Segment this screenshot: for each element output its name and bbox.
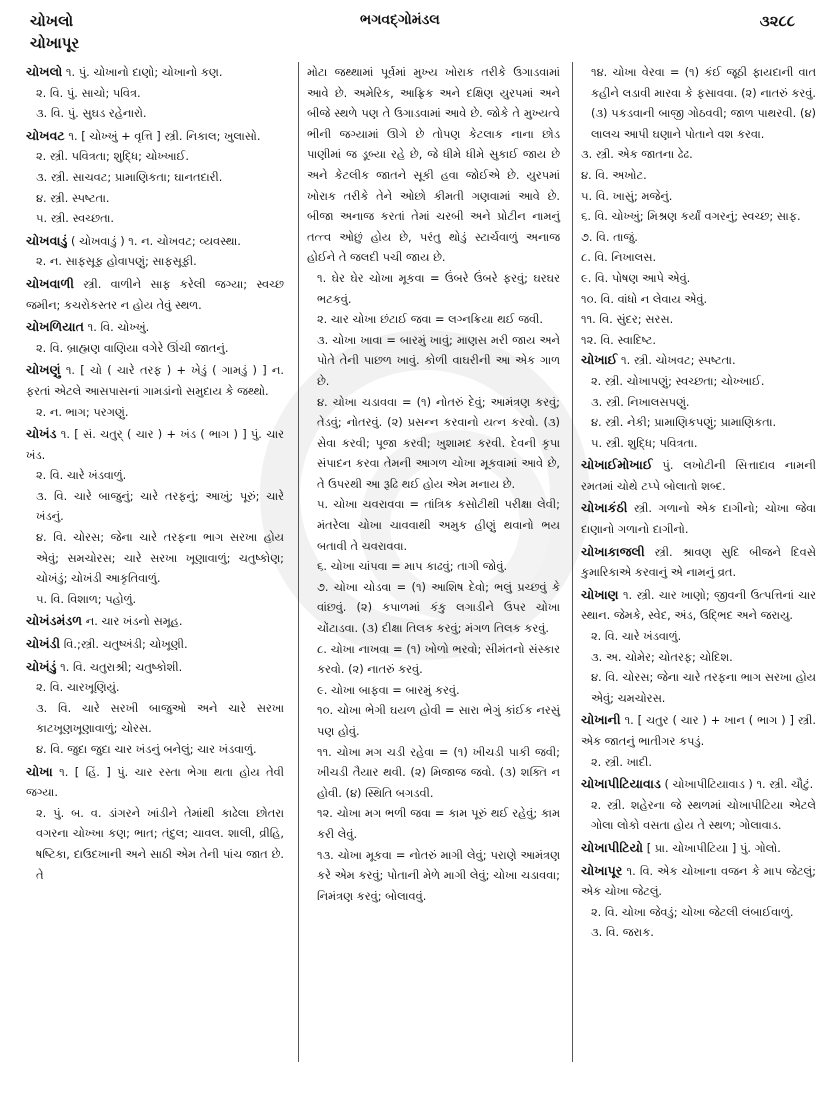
sense: ૮. વિ. નિખાલસ. — [581, 250, 657, 265]
headword: ચોખંડી — [26, 636, 61, 652]
dictionary-entry — [581, 498, 816, 539]
headword: ચોખાકાજલી — [581, 543, 645, 559]
right-column — [572, 62, 816, 1062]
dictionary-entry — [581, 774, 816, 836]
sense: ૨. વિ. ચોખા જેવડું; ચોખા જેટલી લંબાઈવાળું. — [591, 904, 794, 919]
idiom-item: ૬. ચોખા ચાંપવા = માપ કાઢવું; તાગી જોવું. — [317, 559, 508, 574]
idiom-item: ૧૩. ચોખા મૂકવા = નોતરું માગી લેવું; પરાણે આમંત્રણ કરે એમ કરવું; પોતાની મેળે માગી લેવું; ચોખા ચડાવવા; નિમંત્રણ કરવું; બોલાવવું. — [317, 847, 560, 903]
headword: ચોખાપૂર — [581, 862, 623, 878]
definition-text: ૧. સ્ત્રી. ચોખવટ; સ્પષ્ટતા. — [621, 353, 736, 368]
idiom-item: ૯. ચોખા બાફવા = બારમું કરવું. — [317, 682, 460, 697]
dictionary-entry — [581, 542, 816, 583]
headword: ચોખંડમંડળ — [26, 613, 83, 629]
entry-first-line — [581, 455, 816, 496]
sense: ૪. વિ. ચોરસ; જેના ચારે તરફના ભાગ સરખા હોય એવું; સમચોરસ; ચારે સરખા ખૂણાવાળું; ચતુષ્કોણ; ચોખંડું; ચોખંડી આકૃતિવાળું. — [36, 530, 284, 586]
sense: ૨. વિ. પું. સાચો; પવિત્ર. — [36, 85, 141, 100]
sense: ૫. સ્ત્રી. સ્વચ્છતા. — [36, 211, 115, 226]
idiom-item: ૧. ઘેર ઘેર ચોખા મૂકવા = ઉંબરે ઉંબરે ફરવું; ઘરઘર ભટકવું. — [317, 270, 560, 306]
sense: ૨. ન. ભાગ; પરગણું. — [36, 404, 129, 419]
definition-text: વિ.;સ્ત્રી. ચતુષ્ખંડી; ચોખૂણી. — [63, 637, 188, 652]
sense: ૬. વિ. ચોખ્ખું; મિશ્રણ કર્યાં વગરનું; સ્વચ્છ; સાફ. — [581, 209, 801, 224]
sense: ૪. સ્ત્રી. નેકી; પ્રામાણિકપણું; પ્રામાણિકતા. — [591, 415, 777, 430]
headword: ચોખળિયાત — [26, 319, 84, 335]
left-column — [26, 62, 290, 1062]
entry-continuation: મોટા જથ્થામાં પૂર્વમાં મુખ્ય ખોરાક તરીકે ઉગાડવામાં આવે છે. અમેરિક, આફ્રિક અને દક્ષિણ યુરપમાં અને બીજે સ્થળે પણ તે ઉગાડવામાં આવે છે. જોકે તે મુખ્યત્વે ભીની જગ્યામાં ઊગે છે તોપણ કેટલાક નાના છોડ પાણીમાં જ ડૂબ્યા રહે છે, જે ધીમે ધીમે સુકાઈ જાય છે અને કેટલીક જાતને સૂકી હવા જોઈએ છે. યુરપમાં ખોરાક તરીકે તેને ઓછો કીમતી ગણવામાં આવે છે. બીજા અનાજ કરતાં તેમાં ચરબી અને પ્રોટીન નામનું તત્ત્વ ઓછું હોય છે, પરંતુ થોડું સ્ટાર્ચવાળું અનાજ હોઈને તે જલદી પચી જાય છે. — [307, 65, 560, 265]
idiom-item: ૧૨. ચોખા મગ ભળી જવા = કામ પૂરું થઈ રહેવું; કામ કરી લેવું. — [317, 806, 560, 841]
headword: ચોખાઈમોખાઈ — [581, 457, 653, 473]
sense: ૪. વિ. જુદા જુદા ચાર ખંડનું બનેલું; ચાર ખંડવાળું. — [36, 742, 257, 756]
entry-first-line — [26, 634, 284, 655]
entry-first-line — [581, 498, 816, 539]
sense: ૩. વિ. ચારે બાજુનું; ચારે તરફનું; આખું; પૂરું; ચારે ખંડનું. — [36, 488, 284, 524]
definition-text: ૧. [ સં. ચતુર્ ( ચાર ) + ખંડ ( ભાગ ) ] પું. ચાર ખંડ. — [26, 427, 285, 462]
middle-column — [298, 62, 566, 1062]
sense: ૪. વિ. ચોરસ; જેના ચારે તરફના ભાગ સરખા હોય એવું; ચમચોરસ. — [591, 670, 816, 705]
sense: ૩. સ્ત્રી. સાચવટ; પ્રામાણિકતા; ઘાનતદારી. — [36, 169, 223, 184]
dictionary-entry — [581, 585, 816, 709]
entry-first-line — [581, 710, 816, 751]
headword: ચોખા — [26, 763, 53, 779]
headword: ચોખાની — [581, 712, 621, 728]
dictionary-entry — [26, 317, 284, 358]
definition-text: ૧. સ્ત્રી. ચાર ખાણો; જીવની ઉત્પત્તિનાં ચાર સ્થાન. જેમકે, સ્વેદ, અંડ, ઉદ્ભિદ અને જરાયુ. — [581, 587, 816, 623]
dictionary-columns — [26, 62, 816, 1072]
dictionary-entry — [581, 861, 816, 943]
sense: ૯. વિ. પોષણ આપે એવું. — [581, 270, 691, 285]
definition-text: ૧. વિ. એક ચોખાના વજન કે માપ જેટલું; એક ચોખા જેટલું. — [581, 863, 816, 899]
definition-text: ૧. [ ચો ( ચારે તરફ ) + ખેડું ( ગામડું ) ] ન. ફરતાં એટલે આસપાસનાં ગામડાંનો સમુદાય કે જથ્થો. — [26, 363, 284, 398]
definition-text: ન. ચાર ખંડનો સમૂહ. — [85, 614, 183, 629]
sense: ૨. વિ. ચારે ખંડવાળું. — [591, 629, 682, 644]
dictionary-entry — [26, 424, 284, 609]
headword: ચોખણું — [26, 362, 61, 378]
sense: ૩. વિ. પું. સુઘડ રહેનારો. — [36, 106, 147, 121]
headword: ચોખંડું — [26, 658, 57, 674]
headword: ચોખાણ — [581, 586, 619, 602]
dictionary-entry — [581, 350, 816, 453]
headword: ચોખાકંઠી — [581, 500, 628, 516]
entry-first-line — [26, 611, 284, 632]
dictionary-entry — [581, 455, 816, 496]
sense: ૪. સ્ત્રી. સ્પષ્ટતા. — [36, 190, 110, 205]
headword: ચોખવાડું — [26, 232, 68, 248]
sense: ૨. સ્ત્રી. ચોખાપણું; સ્વચ્છતા; ચોખ્ખાઈ. — [591, 373, 765, 388]
idiom-item: ૫. ચોખા ચવરાવવા = તાંત્રિક કસોટીથી પરીક્ષા લેવી; મંતરેલા ચોખા ચાવવાથી અમુક હીણું થવાનો ભય બતાવી તે ચવરાવવા. — [317, 497, 560, 553]
headword: ચોખાઈ — [581, 352, 618, 368]
entry-first-line — [581, 861, 816, 902]
definition-text: સ્ત્રી. ગળાનો એક દાગીનો; ચોખા જેવા દાણાનો ગળાનો દાગીનો. — [581, 501, 816, 537]
definition-text: સ્ત્રી. વાળીને સાફ કરેલી જગ્યા; સ્વચ્છ જમીન; કચરોકસ્તર ન હોય તેવું સ્થળ. — [26, 276, 284, 312]
sense-list — [581, 144, 816, 350]
entry-first-line — [26, 274, 284, 315]
idiom-item: ૩. ચોખા ખાવા = બારમું ખાવું; માણસ મરી જાય અને પોતે તેની પાછળ ખાવું. કોળી વાઘરીની આ એક ગાળ છે. — [317, 332, 560, 388]
entry-first-line — [26, 126, 284, 147]
entry-first-line — [26, 231, 284, 252]
dictionary-entry — [26, 62, 284, 124]
sense: ૩. વિ. ચારે સરખી બાજુઓ અને ચારે સરખા કાટખૂણખૂણાવાળું; ચોરસ. — [36, 700, 284, 736]
definition-text: ( ચોખાપીટિયાવાડ ) ૧. સ્ત્રી. ચૌટું. — [664, 777, 814, 792]
sense: ૩. અ. ચોમેર; ચોતરફ; ચોદિશ. — [591, 649, 733, 664]
entry-first-line — [581, 774, 816, 795]
sense: ૫. વિ. વિશાળ; પહોળું. — [36, 591, 137, 606]
definition-text: ૧. વિ. ચતુરાશ્રી; ચતુષ્કોશી. — [60, 659, 183, 674]
definition-text: [ પ્રા. ચોખાપીટિયા ] પું. ગોલો. — [646, 840, 781, 855]
entry-first-line — [581, 542, 816, 583]
idiom-item: ૮. ચોખા નાખવા = (૧) ખોળો ભરવો; સીમંતનો સંસ્કાર કરવો. (૨) નાતરું કરવું. — [317, 641, 560, 677]
dictionary-entry — [26, 657, 284, 760]
idiom-item: ૭. ચોખા ચોડવા = (૧) આશિષ દેવો; ભલું પ્રચ્છવું કે વાંછવું. (૨) કપાળમાં કંકુ લગાડીને ઉપર ચોખા ચોંટાડવા. (૩) દીક્ષા તિલક કરવું; મંગળ તિલક કરવું. — [317, 579, 560, 636]
dictionary-entry — [26, 231, 284, 272]
dictionary-entry — [26, 762, 284, 886]
dictionary-entry — [26, 634, 284, 655]
sense: ૨. સ્ત્રી. પવિત્રતા; શુદ્ધિ; ચોખ્ખાઈ. — [36, 149, 189, 164]
sense: ૫. સ્ત્રી. શુદ્ધિ; પવિત્રતા. — [591, 435, 698, 450]
headword: ચોખલો — [26, 64, 63, 79]
sense: ૨. વિ. ચારખૂણિયું. — [36, 680, 120, 695]
sense: ૩. સ્ત્રી. નિખાલસપણું. — [591, 394, 690, 409]
headword: ચોખાપીટિયાવાડ — [581, 776, 661, 792]
sense: ૪. વિ. અખોટ. — [581, 167, 647, 182]
page-header — [0, 0, 825, 62]
definition-text: ૧. [ ચતુર ( ચાર ) + ખાન ( ભાગ ) ] સ્ત્રી. એક જાતનું ભાતીગર કપડું. — [581, 713, 816, 748]
idiom-item: ૪. ચોખા ચડાવવા = (૧) નોતરું દેવું; આમંત્રણ કરવું; તેડવું; નોતરવું. (૨) પ્રસન્ન કરવાનો યત્ન કરવો. (૩) સેવા કરવી; પૂજા કરવી; ખુશામદ કરવી. દેવની કૃપા સંપાદન કરવા તેમની આગળ ચોખા મૂકવામાં આવે છે, તે ઉપરથી આ રૂઢિ થઈ હોય એમ મનાય છે. — [317, 394, 560, 491]
sense: ૨. સ્ત્રી. શહેરના જે સ્થળમાં ચોખાપીટિયા એટલે ગોલા લોકો વસતા હોય તે સ્થળ; ગોલાવાડ. — [591, 797, 816, 833]
idiom-item: ૧૧. ચોખા મગ ચડી રહેવા = (૧) ખીચડી પાકી જવી; ખીચડી તૈયાર થવી. (૨) મિજાજ જવો. (૩) શક્તિ ન હોવી. (૪) સ્થિતિ બગડવી. — [317, 744, 560, 800]
entry-first-line — [581, 350, 816, 371]
entry-first-line — [26, 657, 284, 678]
sense: ૨. વિ. ચારે ખંડવાળું. — [36, 468, 127, 483]
headword: ચોખવાળી — [26, 275, 74, 291]
guide-word-top: ચોખલો — [30, 12, 74, 30]
running-title: ભગવદ્ગોમંડલ — [360, 12, 440, 28]
entry-list — [581, 350, 816, 943]
entry-first-line — [26, 317, 284, 338]
entry-first-line — [26, 424, 284, 465]
definition-text: ૧. વિ. ચોખ્ખું. — [87, 320, 150, 335]
sense: ૧૨. વિ. સ્વાદિષ્ટ. — [581, 332, 657, 347]
definition-text: ( ચોખવાડું ) ૧. ન. ચોખવટ; વ્યવસ્થા. — [71, 233, 241, 248]
entry-first-line — [26, 360, 284, 401]
idiom-item: ૧૦. ચોખા ભેગી ઘયળ હોવી = સારા ભેગું કાંઈક નરસું પણ હોવું. — [317, 703, 560, 738]
entry-first-line — [581, 838, 816, 859]
dictionary-entry — [581, 838, 816, 859]
headword: ચોખંડ — [26, 426, 57, 442]
sense: ૩. સ્ત્રી. એક જાતના ઢેઢ. — [581, 147, 693, 162]
definition-text: ૧. [ ચોખ્ખું + વૃત્તિ ] સ્ત્રી. નિકાલ; ખુલાસો. — [68, 128, 261, 143]
sense: ૫. વિ. ખાસું; મજેનું. — [581, 188, 673, 203]
headword: ચોખાપીટિયો — [581, 839, 644, 855]
dictionary-entry — [26, 611, 284, 632]
headword: ચોખવટ — [26, 127, 65, 143]
sense: ૭. વિ. તાજું. — [581, 229, 638, 244]
sense: ૨. પું. બ. વ. ડાંગરને ખાંડીને તેમાંથી કાઢેલા છોતરા વગરના ચોખ્ખા કણ; ભાત; તંદુલ; ચાવલ. શાલી, વ્રીહિ, ષષ્ટિકા, દાઉદખાની અને સાઠી એમ તેની પાંચ જાત છે. તે — [36, 805, 284, 882]
idiom-continuation: ૧૪. ચોખા વેરવા = (૧) કંઈ જૂઠી ફાયદાની વાત કહીને લડાવી મારવા કે ફસાવવા. (૨) નાતરું કરવું. (૩) પકડવાની બાજી ગોઠવવી; જાળ પાથરવી. (૪) લાલચ આપી ઘણાને પોતાને વશ કરવા. — [591, 65, 816, 141]
definition-text: ૧. પું. ચોખાનો દાણો; ચોખાનો કણ. — [65, 65, 223, 79]
dictionary-entry — [26, 360, 284, 422]
dictionary-entry — [581, 710, 816, 772]
guide-word-bottom: ચોખાપૂર — [30, 34, 80, 52]
sense: ૨. સ્ત્રી. ખાદી. — [591, 754, 653, 769]
definition-text: ૧. [ હિં. ] પું. ચાર રસ્તા ભેગા થતા હોય તેવી જગ્યા. — [26, 764, 284, 800]
sense: ૩. વિ. જરાક. — [591, 925, 654, 940]
definition-text: સ્ત્રી. શ્રાવણ સુદિ બીજને દિવસે કુમારિકાએ કરવાનું એ નામનું વ્રત. — [581, 544, 816, 580]
sense: ૧૦. વિ. વાંધો ન લેવાય એવું. — [581, 291, 708, 306]
dictionary-entry — [26, 126, 284, 229]
idiom-item: ૨. ચાર ચોખા છંટાઈ જવા = લગ્નક્રિયા થઈ જવી. — [317, 312, 543, 327]
page-number: ૩૨૮૮ — [759, 12, 795, 30]
sense: ૨. ન. સાફસૂફ હોવાપણું; સાફસૂફી. — [36, 254, 197, 269]
idiom-list — [307, 268, 560, 906]
entry-first-line — [26, 62, 284, 83]
definition-text: પું. લખોટીની સિત્તાદાવ નામની રમતમાં ચોથે ટપ્પે બોલાતો શબ્દ. — [581, 458, 816, 493]
sense: ૧૧. વિ. સુંદર; સરસ. — [581, 312, 674, 327]
entry-first-line — [581, 585, 816, 626]
entry-first-line — [26, 762, 284, 803]
sense: ૨. વિ. બ્રાહ્મણ વાણિયા વગેરે ઊંચી જાતનું. — [36, 340, 229, 355]
dictionary-entry — [26, 274, 284, 315]
